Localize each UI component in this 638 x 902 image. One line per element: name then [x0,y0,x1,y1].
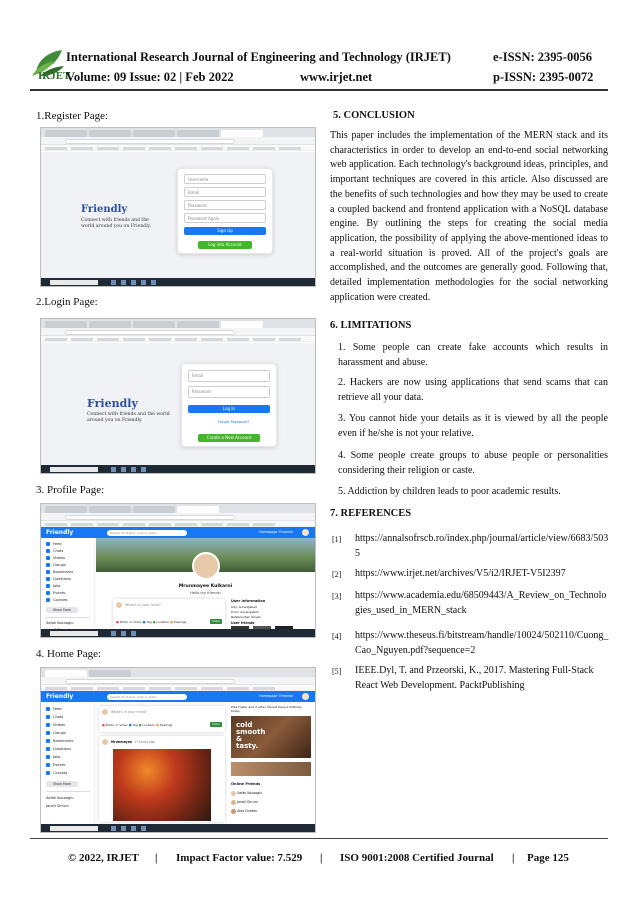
footer-separator: | [320,852,323,864]
profile-screenshot [40,503,316,638]
browser-tab [45,130,87,137]
limitation-item-3: 3. You cannot hide your details as it is viewed by all the people even if he/she is not your relative. [338,413,608,439]
limitation-item-2: 2. Hackers are now using applications that send scams that can retrieve all your data. [338,377,608,403]
references-heading: 7. REFERENCES [330,508,412,519]
e-issn: e-ISSN: 2395-0056 [493,50,592,64]
address-bar [41,328,315,336]
post-author: Mrunmayee 17 hours ago [111,740,156,744]
nav-links[interactable]: Homepage Timeline [259,530,293,534]
conclusion-heading: 5. CONCLUSION [333,110,415,121]
limitations-heading: 6. LIMITATIONS [330,320,412,331]
reference-1[interactable]: https://annalsofrscb.ro/index.php/journal/article/view/6683/5035 [355,533,609,559]
page-number: Page 125 [527,852,569,864]
password-field[interactable]: Password [188,386,270,398]
app-topbar [41,527,315,538]
figure-caption-home: 4. Home Page: [36,648,102,660]
reference-number: [2] [332,570,342,579]
figure-caption-register: 1.Register Page: [36,110,109,122]
figure-caption-profile: 3. Profile Page: [36,484,105,496]
volume-issue: Volume: 09 Issue: 02 | Feb 2022 [66,70,234,84]
chat-icon [46,715,50,719]
footer-separator: | [155,852,158,864]
sidebar-item-videos[interactable]: Videos [46,556,65,560]
online-friend[interactable]: Alex Durden [231,807,262,816]
sidebar-item-groups[interactable]: Groups [46,731,66,735]
sidebar-item-bookmarks[interactable]: Bookmarks [46,570,73,574]
password-field[interactable]: Password [184,200,266,210]
home-screenshot [40,667,316,833]
calendar-icon [46,591,50,595]
user-info-title: User information [231,599,266,603]
journal-title: International Research Journal of Engineering and Technology (IRJET) [66,50,451,64]
sidebar-item-chats[interactable]: Chats [46,715,63,719]
login-card [181,363,277,447]
share-box [113,599,225,629]
group-icon [46,731,50,735]
avatar[interactable] [302,529,309,536]
p-issn: p-ISSN: 2395-0072 [493,70,594,84]
friend-item[interactable]: Safak Kocaoglu [46,621,74,625]
register-card [177,168,273,254]
user-friends-title: User friends [231,621,255,625]
sidebar-item-chats[interactable]: Chats [46,549,63,553]
question-icon [46,747,50,751]
user-info: City: Aurangabad From: Aurangabad Relationship: Single [231,605,261,619]
share-options[interactable]: ■ Photo or Video ■ Tag ■ Location ■ Feelings [116,620,187,624]
windows-taskbar [41,465,315,473]
footer-separator: | [512,852,515,864]
profile-picture [192,552,220,580]
footer-divider [30,838,608,839]
show-more-button[interactable]: Show More [46,781,78,787]
forgot-password-link[interactable]: Forgot Password? [218,420,250,424]
sidebar-item-groups[interactable]: Groups [46,563,66,567]
brand-tagline: Connect with friends and the world around you on Friendly. [81,218,152,229]
sidebar-item-feed[interactable]: Feed [46,542,62,546]
sidebar-item-events[interactable]: Events [46,763,65,767]
bookmark-icon [46,739,50,743]
browser-tabbar [41,319,315,328]
search-input[interactable]: Search for friend, post or video [107,530,187,536]
app-logo[interactable]: Friendly [46,692,74,700]
sidebar-item-feed[interactable]: Feed [46,707,62,711]
feed-icon [46,542,50,546]
feed-icon [46,707,50,711]
sidebar-item-courses[interactable]: Courses [46,598,67,602]
sidebar-item-questions[interactable]: Questions [46,577,71,581]
group-icon [46,563,50,567]
iso-certification: ISO 9001:2008 Certified Journal [340,852,494,864]
friend-item[interactable]: Janell Shrum [46,804,69,808]
video-icon [46,556,50,560]
username-field[interactable]: Username [184,174,266,184]
conclusion-text: This paper includes the implementation of the MERN stack and its characteristics in order to develop an end-to-end social networking web application. Each technology's background ideas, principles, and important techniques are covered in this article. Also discussed are the benefits of such technologies and how they may be used to create a coupled backend and frontend application with a NoSQL database engine. By outlining the steps for creating the social media application, the possibility of applying the above-mentioned ideas to a real-world situation is proved. All of the project's goals are accomplished, and the outcomes are generally good. Following that, detailed implementation methodologies for the social networking application were created. [330,130,608,303]
video-icon [46,723,50,727]
windows-taskbar [41,278,315,286]
bookmarks-bar [41,336,315,342]
calendar-icon [46,763,50,767]
share-button[interactable]: Share [211,619,221,623]
sidebar-item-questions[interactable]: Questions [46,747,71,751]
app-sidebar [41,538,95,629]
question-icon [46,577,50,581]
email-field[interactable]: Email [188,370,270,382]
reference-5: IEEE.Dyl, T. and Przeorski, K., 2017. Mastering Full-Stack React Web Development. PacktPublishing [355,665,594,691]
post-image [113,749,211,821]
reference-number: [5] [332,667,342,676]
journal-header [0,0,638,100]
email-field[interactable]: Email [184,187,266,197]
limitation-item-4: 4. Some people create groups to abuse people or personalities considering their religion or caste. [338,450,608,476]
reference-2[interactable]: https://www.irjet.net/archives/V5/i2/IRJET-V5I2397 [355,568,566,579]
browser-tab [133,130,175,137]
online-friend[interactable]: Safak Kocaoglu [231,789,262,798]
limitation-item-1: 1. Some people can create fake accounts which results in harassment and abuse. [338,342,608,368]
search-input[interactable]: Search for friend, post or video [107,694,187,700]
ad-image [231,762,311,776]
online-friends-title: Online Friends [231,782,261,786]
birthday-notice: Pola Foster and 3 other friends have a birthday today. [231,705,302,713]
website-link[interactable]: www.irjet.net [300,70,373,84]
avatar [116,602,122,608]
friend-item[interactable]: Safak Kocaoglu [46,796,74,800]
logo-text: IRJET [38,70,71,82]
nav-links[interactable]: Homepage Timeline [259,694,293,698]
figure-caption-login: 2.Login Page: [36,296,98,308]
browser-tabbar [41,128,315,137]
header-divider [30,89,608,91]
app-logo[interactable]: Friendly [46,528,74,536]
impact-factor: Impact Factor value: 7.529 [176,852,303,864]
login-screenshot [40,318,316,474]
online-friends-list [231,789,262,816]
log-into-account-button[interactable]: Log into Account [198,241,252,249]
create-account-button[interactable]: Create a New Account [198,434,260,442]
brand-tagline: Connect with friends and the world around you on Friendly. [87,412,170,423]
post-card [99,736,225,822]
reference-3[interactable]: https://www.academia.edu/68509443/A_Review_on_Technologies_used_in_MERN_stack [355,590,607,616]
sidebar-item-videos[interactable]: Videos [46,723,65,727]
log-in-button[interactable]: Log In [188,405,270,413]
profile-name: Mrunmayee Kulkarni [178,584,233,589]
bookmark-icon [46,570,50,574]
avatar[interactable] [302,693,309,700]
app-topbar [41,691,315,702]
brand-title: Friendly [87,397,138,410]
browser-tab [89,130,131,137]
show-more-button[interactable]: Show More [46,607,78,613]
share-options[interactable]: ■ Photo or Video ■ Tag ■ Location ■ Feelings [102,723,173,727]
limitation-item-5: 5. Addiction by children leads to poor academic results. [338,486,561,497]
profile-status: Hello my friends! [190,591,221,595]
bookmarks-bar [41,145,315,151]
sidebar-item-events[interactable]: Events [46,591,65,595]
reference-4[interactable]: https://www.theseus.fi/bitstream/handle/10024/502110/Cuong_Cao_Nguyen.pdf?sequence=2 [355,630,609,656]
sidebar-item-jobs[interactable]: Jobs [46,755,60,759]
school-icon [46,771,50,775]
sidebar-item-jobs[interactable]: Jobs [46,584,60,588]
ad-banner[interactable]: cold smooth & tasty. [231,716,311,758]
brand-title: Friendly [81,204,128,215]
browser-tab [177,130,219,137]
school-icon [46,598,50,602]
avatar [102,709,108,715]
address-bar [41,137,315,145]
register-screenshot [40,127,316,287]
sign-up-button[interactable]: Sign Up [184,227,266,235]
sidebar-item-courses[interactable]: Courses [46,771,67,775]
share-input[interactable]: What's in your mind? [111,710,147,714]
online-friend[interactable]: Janell Shrum [231,798,262,807]
chat-icon [46,549,50,553]
briefcase-icon [46,755,50,759]
share-box [99,706,225,732]
briefcase-icon [46,584,50,588]
share-input[interactable]: What's in your mind? [125,603,161,607]
reference-number: [4] [332,632,342,641]
copyright: © 2022, IRJET [68,852,139,864]
reference-number: [3] [332,592,342,601]
password-again-field[interactable]: Password Again [184,213,266,223]
share-button[interactable]: Share [211,722,221,726]
sidebar-item-bookmarks[interactable]: Bookmarks [46,739,73,743]
app-sidebar [41,702,95,824]
avatar [102,739,108,745]
reference-number: [1] [332,535,342,544]
url-field [65,139,235,144]
browser-tab-active [221,130,263,137]
